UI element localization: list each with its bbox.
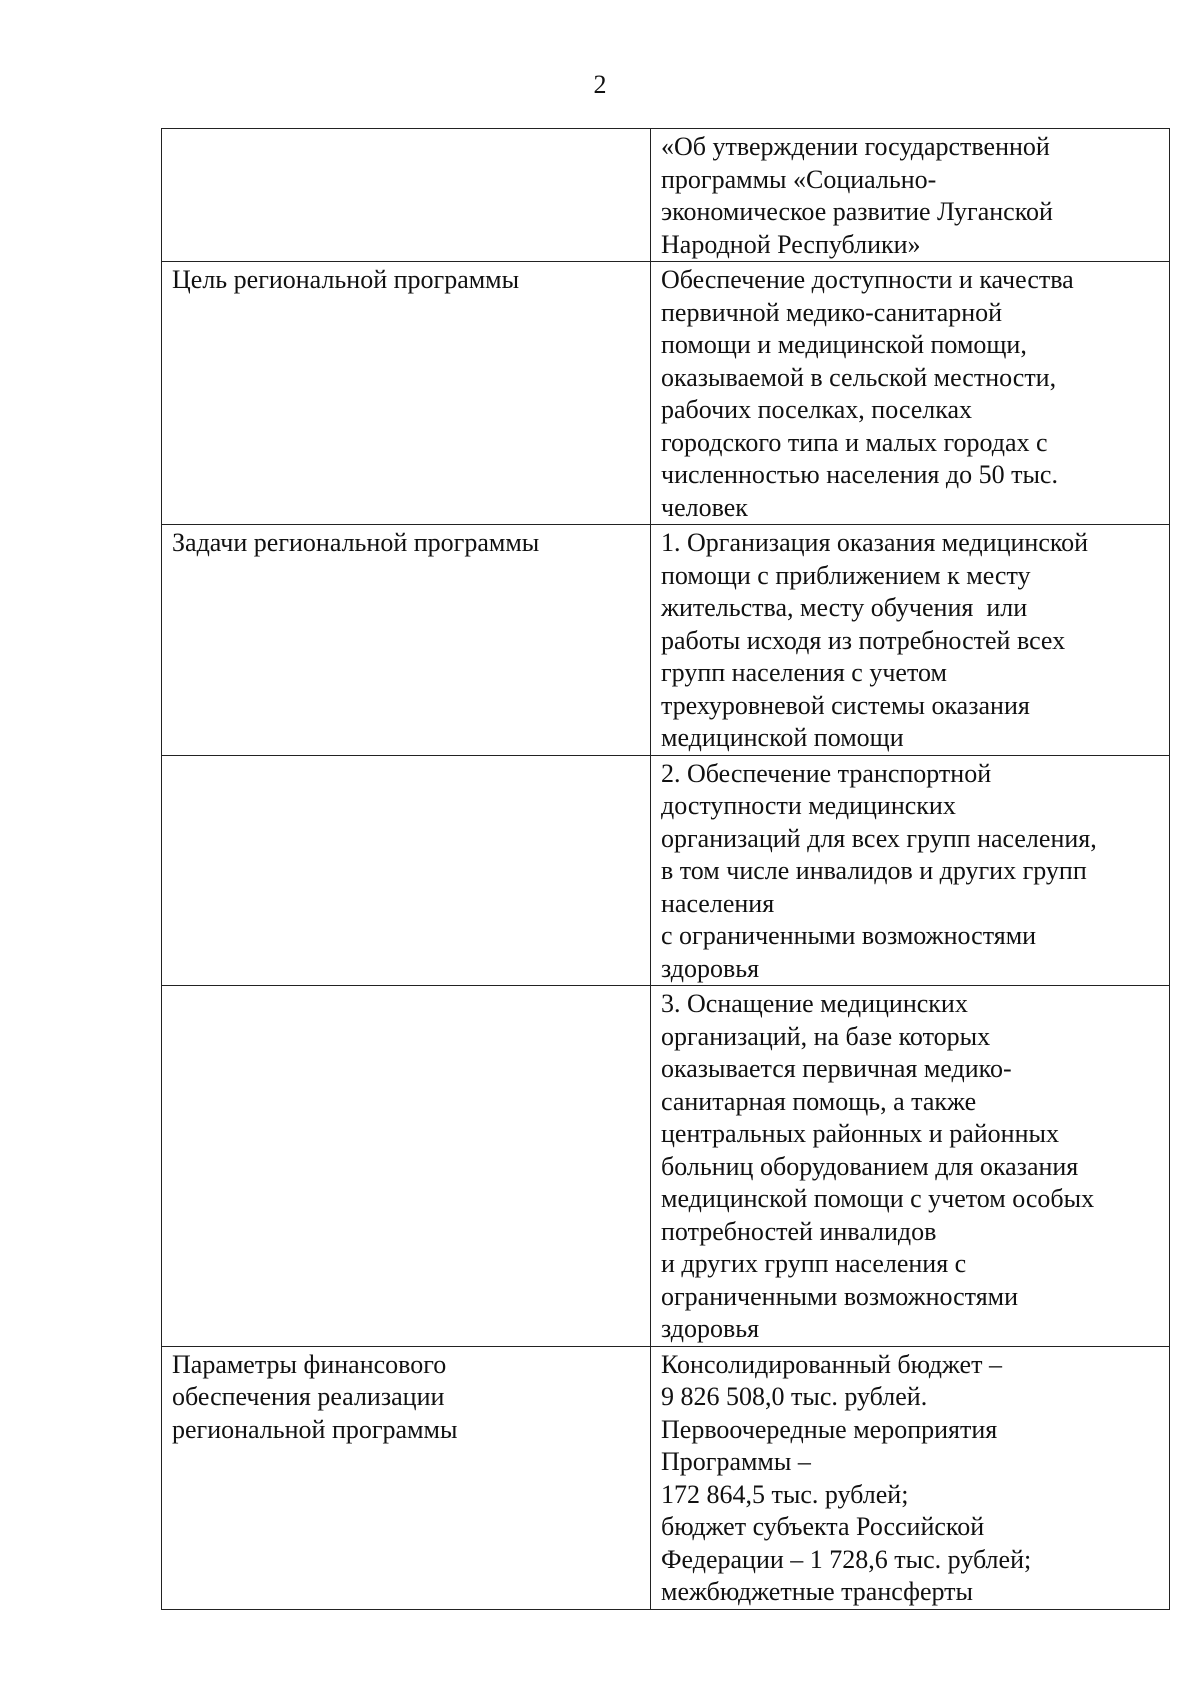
row-value-cell — [651, 1346, 1170, 1609]
value-line: 2. Обеспечение транспортной — [661, 758, 992, 788]
row-label-cell — [162, 262, 651, 525]
table-row — [162, 986, 1170, 1347]
value-line: помощи с приближением к месту — [661, 560, 1031, 590]
row-label-cell — [162, 1346, 651, 1609]
table-row — [162, 1346, 1170, 1609]
value-line: оказываемой в сельской местности, — [661, 362, 1057, 392]
value-line: межбюджетные трансферты — [661, 1577, 973, 1606]
value-line: первичной медико-санитарной — [661, 297, 1003, 327]
row-value-cell — [651, 986, 1170, 1347]
value-line: Обеспечение доступности и качества — [661, 265, 1074, 294]
value-line: Народной Республики» — [661, 229, 921, 259]
value-line: численностью населения до 50 тыс. — [661, 460, 1058, 489]
value-line: медицинской помощи с учетом особых — [661, 1184, 1095, 1213]
value-line: потребностей инвалидов — [661, 1216, 937, 1246]
value-line: центральных районных и районных — [661, 1119, 1059, 1148]
value-line: 9 826 508,0 тыс. рублей. — [661, 1382, 928, 1411]
value-line: рабочих поселках, поселках — [661, 395, 973, 424]
row-label-cell — [162, 525, 651, 756]
value-line: помощи и медицинской помощи, — [661, 330, 1027, 359]
value-line: Федерации – 1 728,6 тыс. рублей; — [661, 1544, 1032, 1574]
table-row — [162, 262, 1170, 525]
value-line: Консолидированный бюджет – — [661, 1349, 1002, 1379]
table-row — [162, 755, 1170, 986]
label-line: Цель региональной программы — [172, 265, 520, 294]
value-line: здоровья — [661, 953, 760, 983]
value-line: ограниченными возможностями — [661, 1281, 1019, 1311]
value-line: трехуровневой системы оказания — [661, 690, 1030, 720]
value-line: экономическое развитие Луганской — [661, 197, 1053, 226]
row-value-cell — [651, 525, 1170, 756]
value-line: больниц оборудованием для оказания — [661, 1151, 1079, 1181]
value-line: бюджет субъекта Российской — [661, 1512, 985, 1541]
value-line: организаций для всех групп населения, — [661, 823, 1097, 853]
value-line: населения — [661, 888, 775, 918]
value-line: медицинской помощи — [661, 723, 904, 752]
label-line: Параметры финансового — [172, 1349, 447, 1379]
value-line: доступности медицинских — [661, 791, 956, 820]
row-value-cell — [651, 755, 1170, 986]
row-label-cell — [162, 755, 651, 986]
table-row — [162, 525, 1170, 756]
value-line: программы «Социально- — [661, 164, 937, 194]
value-line: Первоочередные мероприятия — [661, 1414, 998, 1444]
value-line: «Об утверждении государственной — [661, 132, 1050, 161]
value-line: человек — [661, 492, 748, 522]
table-row — [162, 129, 1170, 262]
label-line: региональной программы — [172, 1414, 458, 1444]
row-value-cell — [651, 262, 1170, 525]
value-line: и других групп населения с — [661, 1249, 967, 1278]
program-passport-table — [161, 128, 1170, 1610]
value-line: 172 864,5 тыс. рублей; — [661, 1479, 909, 1509]
row-label-cell — [162, 129, 651, 262]
value-line: 3. Оснащение медицинских — [661, 989, 968, 1018]
value-line: жительства, месту обучения или — [661, 593, 1028, 622]
value-line: здоровья — [661, 1314, 760, 1343]
value-line: работы исходя из потребностей всех — [661, 625, 1066, 655]
value-line: санитарная помощь, а также — [661, 1086, 977, 1116]
value-line: Программы – — [661, 1447, 811, 1476]
row-value-cell — [651, 129, 1170, 262]
page-number: 2 — [593, 70, 607, 99]
value-line: оказывается первичная медико- — [661, 1054, 1012, 1083]
value-line: организаций, на базе которых — [661, 1021, 991, 1051]
value-line: 1. Организация оказания медицинской — [661, 528, 1089, 557]
row-label-cell — [162, 986, 651, 1347]
label-line: Задачи региональной программы — [172, 528, 540, 557]
value-line: групп населения с учетом — [661, 658, 947, 687]
value-line: с ограниченными возможностями — [661, 921, 1037, 950]
value-line: городского типа и малых городах с — [661, 427, 1048, 457]
label-line: обеспечения реализации — [172, 1382, 445, 1411]
value-line: в том числе инвалидов и других групп — [661, 856, 1087, 885]
